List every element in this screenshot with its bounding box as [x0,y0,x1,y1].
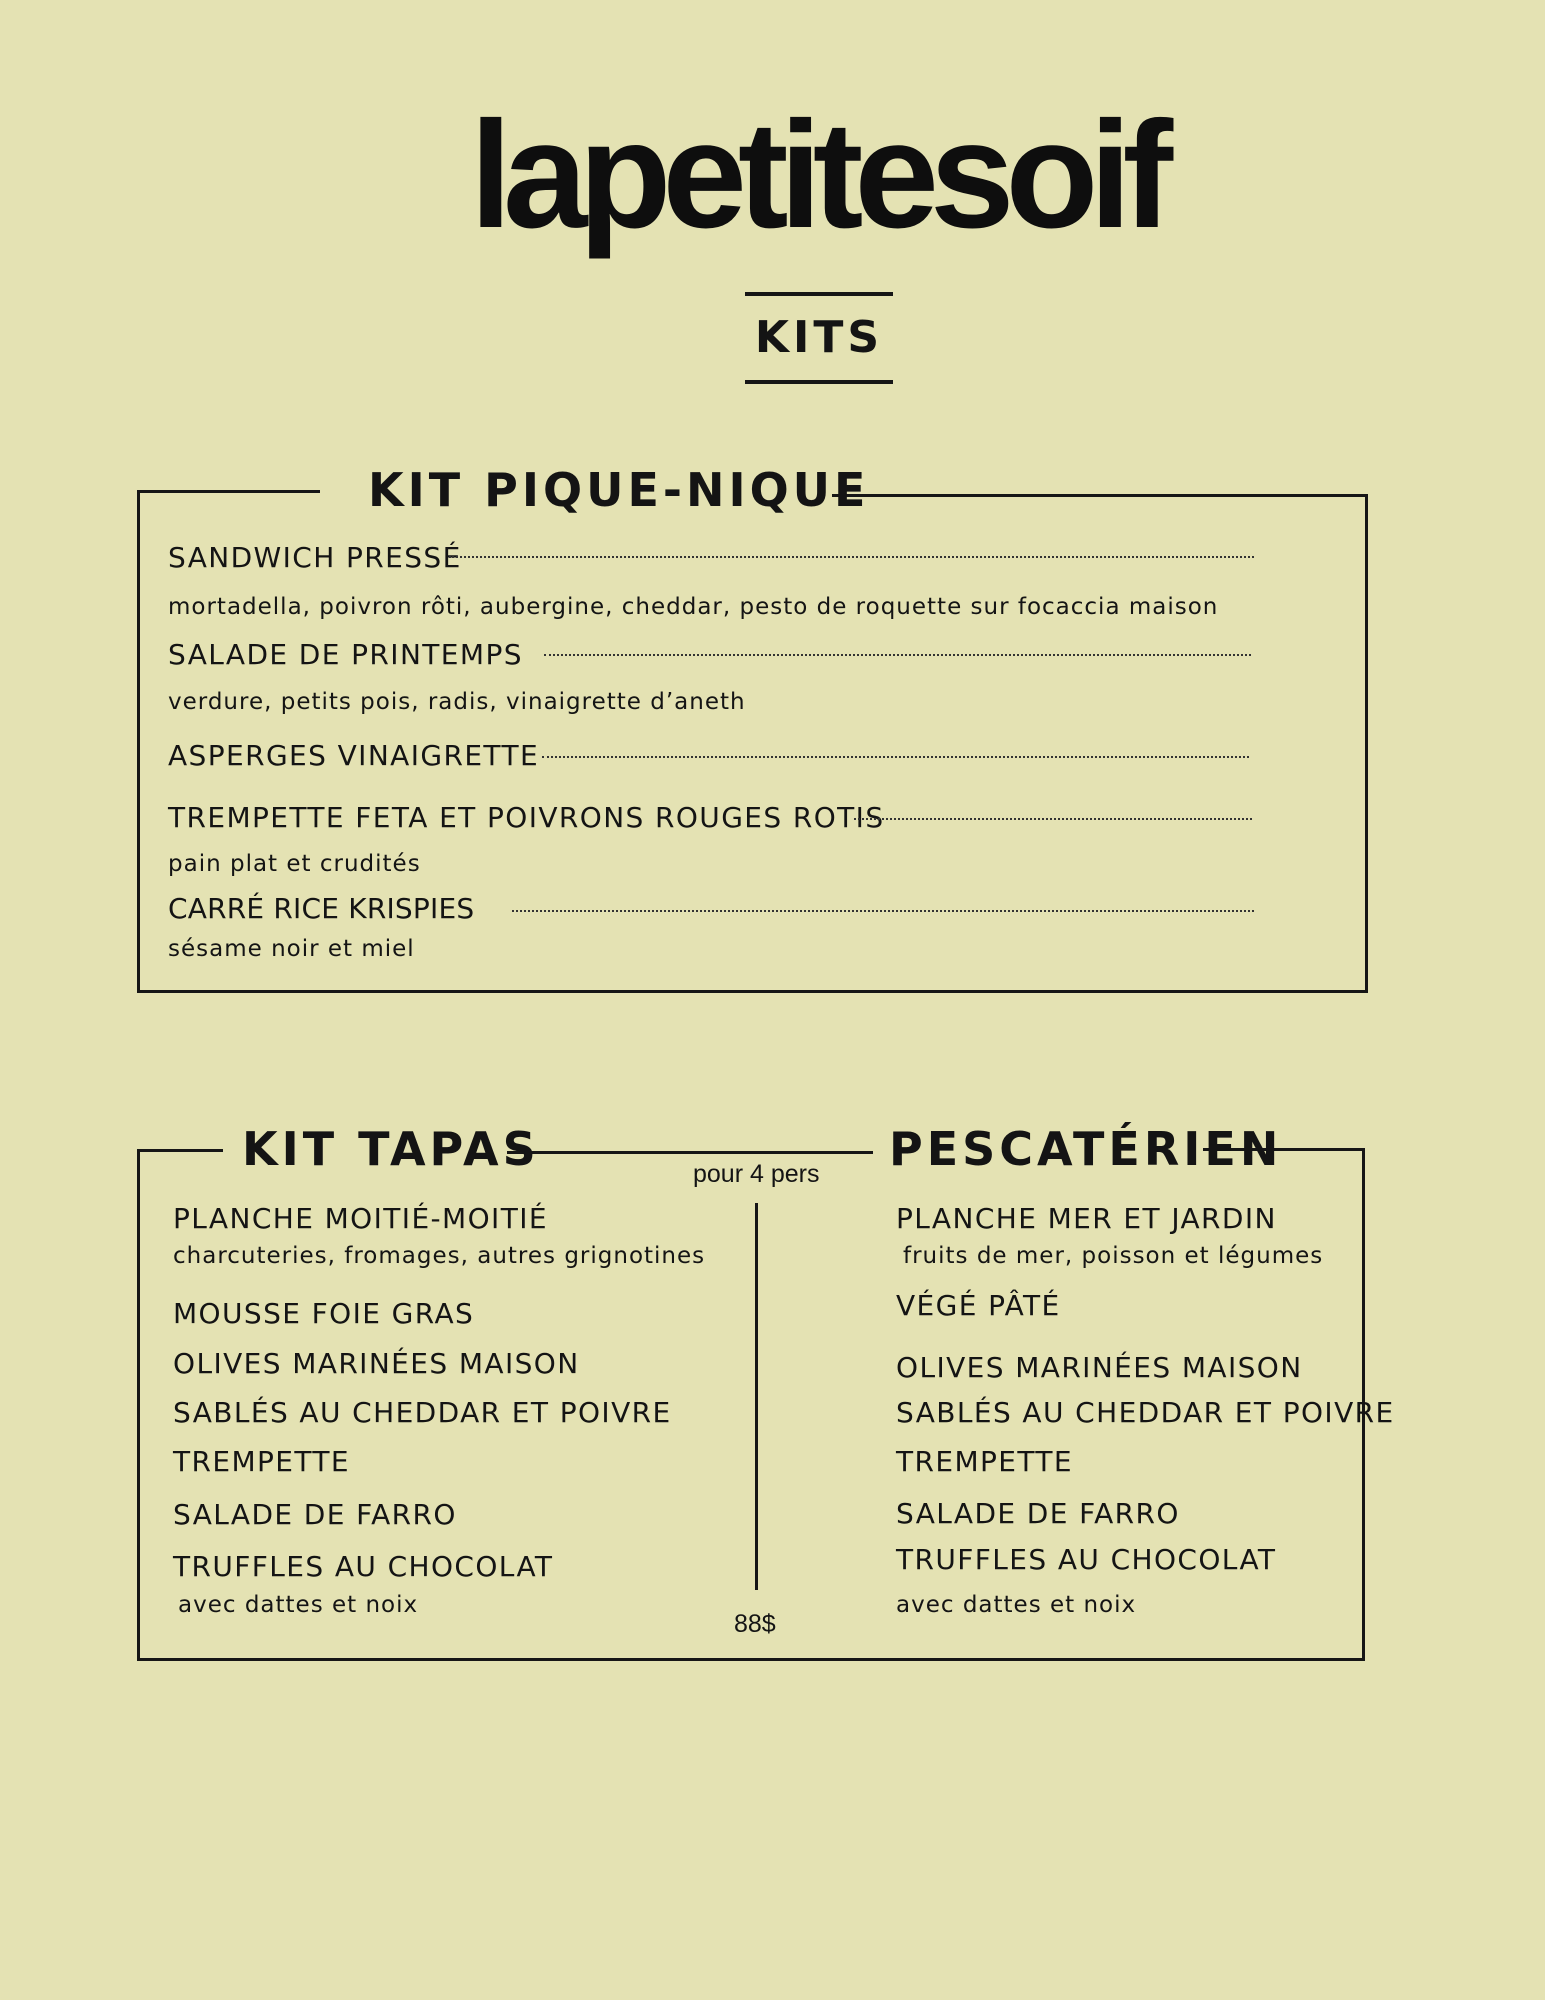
picnic-frame-left [137,490,140,993]
kits-rule-top [745,292,893,296]
column-divider [755,1203,758,1590]
tapas-title: KIT TAPAS [242,1122,540,1176]
price: 88$ [734,1610,776,1638]
picnic-item-desc: mortadella, poivron rôti, aubergine, cheddar, pesto de roquette sur focaccia maison [168,594,1219,620]
tapas-item-name: TRUFFLES AU CHOCOLAT [173,1550,554,1583]
picnic-title: KIT PIQUE-NIQUE [368,463,870,517]
picnic-dot-leader [542,756,1249,758]
tapas-item-desc: charcuteries, fromages, autres grignotines [173,1243,706,1269]
pescatarian-item-name: SALADE DE FARRO [896,1497,1180,1530]
tapas-frame-left [137,1149,140,1661]
picnic-item-name: SANDWICH PRESSÉ [168,541,462,574]
picnic-frame-right [1365,494,1368,993]
tapas-item-name: OLIVES MARINÉES MAISON [173,1347,580,1380]
pescatarian-item-name: VÉGÉ PÂTÉ [896,1289,1061,1322]
picnic-item-name: ASPERGES VINAIGRETTE [168,739,540,772]
picnic-dot-leader [449,556,1254,558]
brand-logo: lapetitesoif [469,90,1165,260]
tapas-frame-top-left [137,1149,223,1152]
picnic-frame-top-right [832,494,1368,497]
picnic-item-desc: verdure, petits pois, radis, vinaigrette d’aneth [168,689,746,715]
picnic-dot-leader [854,818,1252,820]
pescatarian-item-name: TRUFFLES AU CHOCOLAT [896,1543,1277,1576]
pescatarian-item-desc: avec dattes et noix [896,1592,1137,1618]
serving-size: pour 4 pers [693,1160,820,1188]
picnic-item-name: CARRÉ RICE KRISPIES [168,892,475,925]
pescatarian-item-name: SABLÉS AU CHEDDAR ET POIVRE [896,1396,1395,1429]
pescatarian-item-desc: fruits de mer, poisson et légumes [903,1243,1324,1269]
tapas-frame-bottom [137,1658,1365,1661]
pescatarian-title: PESCATÉRIEN [889,1122,1283,1176]
picnic-frame-bottom [137,990,1368,993]
picnic-item-desc: pain plat et crudités [168,851,421,877]
picnic-item-desc: sésame noir et miel [168,936,415,962]
picnic-item-name: TREMPETTE FETA ET POIVRONS ROUGES ROTIS [168,801,885,834]
tapas-item-name: MOUSSE FOIE GRAS [173,1297,475,1330]
picnic-item-name: SALADE DE PRINTEMPS [168,638,523,671]
tapas-item-name: SABLÉS AU CHEDDAR ET POIVRE [173,1396,672,1429]
kits-rule-bottom [745,380,893,384]
tapas-item-name: TREMPETTE [173,1445,350,1478]
picnic-frame-top-left [137,490,320,493]
tapas-item-name: PLANCHE MOITIÉ-MOITIÉ [173,1202,548,1235]
tapas-frame-top-mid [507,1151,873,1154]
pescatarian-item-name: PLANCHE MER ET JARDIN [896,1202,1277,1235]
page-title: KITS [754,312,884,363]
picnic-dot-leader [512,910,1254,912]
picnic-dot-leader [544,654,1251,656]
tapas-item-desc: avec dattes et noix [178,1592,419,1618]
tapas-item-name: SALADE DE FARRO [173,1498,457,1531]
pescatarian-item-name: OLIVES MARINÉES MAISON [896,1351,1303,1384]
pescatarian-item-name: TREMPETTE [896,1445,1073,1478]
